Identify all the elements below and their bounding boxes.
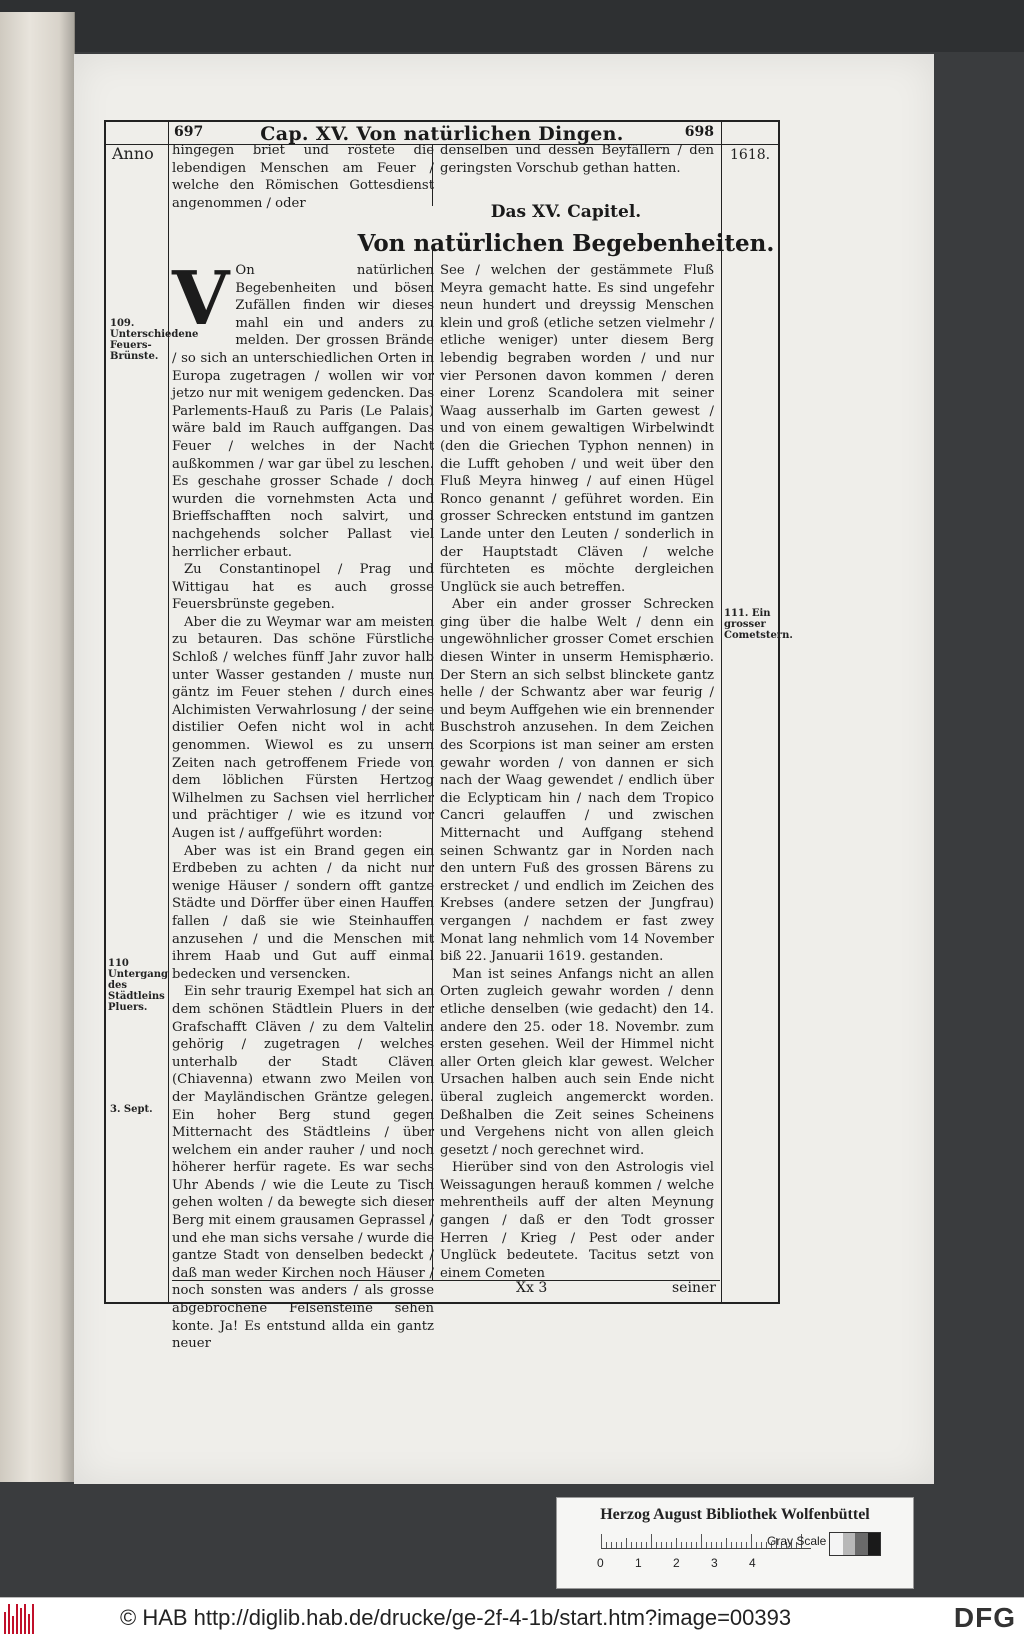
ruler-tick [706,1542,707,1548]
right-paragraph-1: See / welchen der gestämmete Fluß Meyra gemacht hatte. Es sind ungefehr neun hundert und dreyssig Menschen klein und groß (etliche setzen vielmehr / etliche weniger) unter diesem Berg lebendig begraben worden / und nur vier Personen davon kommen / deren einer Lorenz Scandolera mit seiner Waag ausserhalb im Garten gewest / und von einem gewaltigen Wirbelwindt (den die Griechen Typhon nennen) in die Lufft gehoben / und weit über den Fluß Meyra hinweg / auf einen Hügel Ronco genannt / geführet worden. Ein grosser Schrecken entstund im gantzen Lande unter den Leuten / sonderlich in der Hauptstadt Cläven / welche fürchteten es möchte dergleichen Unglück sie auch betreffen. [440,263,714,595]
ruler-tick [676,1538,677,1548]
margin-note-111: 111. Ein grosser Cometstern. [724,608,793,641]
ruler-tick [656,1542,657,1548]
library-scale-label [556,1497,914,1589]
page-number-right: 698 [684,124,714,140]
ruler-tick [666,1542,667,1548]
logo-bar [32,1604,34,1634]
ruler-tick [651,1534,652,1548]
logo-bar [4,1612,6,1634]
logo-bar [28,1614,30,1634]
margin-note-109: 109. Unterschiedene Feuers-Brünste. [110,318,199,362]
ruler-number: 3 [711,1556,718,1570]
ruler-tick [741,1542,742,1548]
gray-scale-swatches [829,1532,881,1556]
running-title: Cap. XV. Von natürlichen Dingen. [260,123,624,145]
logo-bar [24,1604,26,1634]
drop-cap-initial: V [172,256,230,342]
ruler-tick [686,1542,687,1548]
ruler-tick [646,1542,647,1548]
ruler-tick [626,1538,627,1548]
viewer-bottom-bar [0,1597,1024,1638]
ruler-tick [671,1542,672,1548]
signature-mark: Xx 3 [516,1280,548,1296]
right-paragraph-3: Man ist seines Anfangs nicht an allen Orten zugleich gewahr worden / denn etliche denselben (wie gedacht) den 14. andere den 25. oder 18. Novembr. zum ersten gesehen. Weil der Himmel nicht aller Orten gleich klar gewest. Welcher Ursachen halben auch sein Ende nicht überal zugleich angemerckt worden. Deßhalben die Zeit seines Scheinens und Vergehens nicht von allen gleich gesetzt / noch gerechnet wird. [440,966,714,1158]
ruler-number: 0 [597,1556,604,1570]
logo-bar [20,1608,22,1634]
margin-note-110-date: 3. Sept. [110,1104,153,1115]
chapter-title: Von natürlichen Begebenheiten. [357,230,775,257]
ruler-tick [636,1542,637,1548]
right-margin-rule [721,122,722,1302]
ruler-number: 1 [635,1556,642,1570]
catchword: seiner [672,1280,716,1296]
ruler-tick [716,1542,717,1548]
ruler-tick [761,1542,762,1548]
ruler-tick [681,1542,682,1548]
chapter-label: Das XV. Capitel. [490,202,642,222]
ruler-tick [616,1542,617,1548]
ruler-number: 2 [673,1556,680,1570]
left-paragraph-5: Ein sehr traurig Exempel hat sich an dem schönen Städtlein Pluers in der Grafschafft Cläven / zu dem Valtelin gehörig / zugetragen / welches unterhalb der Stadt Cläven (Chiavenna) etwann zwo Meilen von der Mayländischen Gräntze gelegen. Ein hoher Berg stund gegen Mitternacht des Städtleins / über welchem ein ander rauher / und noch höherer herfür ragete. Es war sechs Uhr Abends / wie die Leute zu Tisch gehen wolten / da bewegte sich dieser Berg mit einem grausamen Geprassel / und ehe man sichs versahe / wurde die gantze Stadt von denselben bedeckt / daß man weder Kirchen noch Häuser / noch sonsten was anders / als grosse abgebrochene Felsensteine sehen konte. Ja! Es entstund allda ein gantz neuer [172,984,434,1352]
logo-bar [8,1604,10,1634]
logo-bar [12,1616,14,1634]
gray-swatch [855,1533,868,1555]
ruler-tick [696,1542,697,1548]
ruler-tick [746,1542,747,1548]
page-number-left: 697 [174,124,204,140]
copyright-link[interactable]: © HAB http://diglib.hab.de/drucke/ge-2f-4-1b/start.htm?image=00393 [120,1605,792,1630]
ruler-tick [731,1542,732,1548]
logo-bar [16,1604,18,1634]
viewer-top-strip [0,0,1024,52]
library-name: Herzog August Bibliothek Wolfenbüttel [600,1506,870,1523]
ruler-tick [691,1542,692,1548]
top-right-text [440,142,714,177]
ruler-tick [606,1542,607,1548]
gray-swatch [868,1533,881,1555]
left-paragraph-3: Aber die zu Weymar war am meisten zu betauren. Das schöne Fürstliche Schloß / welches fünff Jahr zuvor halb unter Wasser gestanden / muste nun gäntz im Feuer stehen / durch eines Alchimisten Verwahrlosung / der seine distilier Oefen nicht wol in acht genommen. Wiewol es zu unsern Zeiten nach getroffenem Friede von dem löblichen Fürsten Hertzog Wilhelmen zu Sachsen viel herrlicher und prächtiger / wie es itzund vor Augen ist / auffgeführt worden: [172,614,434,841]
margin-note-110: 110 Untergang des Städtleins Pluers. [108,958,168,1013]
left-paragraph-1: On natürlichen Begebenheiten und bösen Zufällen finden wir dieses mahl ein und anders zu melden. Der grossen Brände / so sich an unterschiedlichen Orten in Europa zugetragen / wollen wir vor jetzo nur mit wenigem gedencken. Das Parlements-Hauß zu Paris (Le Palais) wäre bald im Rauch auffgangen. Das Feuer / welches in der Nacht außkommen / war gar übel zu leschen. Es geschahe grosser Schade / doch wurden die vornehmsten Acta und Brieffschafften noch salvirt, und nachgehends solcher Pallast viel herrlicher erbaut. [172,263,434,560]
hab-logo-icon [4,1604,44,1634]
ruler-tick [611,1542,612,1548]
top-left-paragraph: hingegen briet und röstete die lebendigen Menschen am Feuer / welche den Römischen Gottesdienst angenommen / oder [172,143,434,211]
ruler-tick [641,1542,642,1548]
ruler-number: 4 [749,1556,756,1570]
ruler-tick [756,1542,757,1548]
book-edge-pages [0,12,75,1482]
ruler-tick [736,1542,737,1548]
ruler-tick [726,1538,727,1548]
right-paragraph-2: Aber ein ander grosser Schrecken ging über die halbe Welt / denn ein ungewöhnlicher grosser Comet erschien diesen Winter in unserm Hemisphærio. Der Stern an sich selbst blinckete gantz helle / der Schwantz aber war feurig / und beym Auffgehen wie ein brennender Buschstroh anzusehen. In dem Zeichen des Scorpions ist man seiner am ersten gewahr worden / von dannen er sich nach der Waag gewendet / endlich über die Eclypticam hin / nach dem Tropico Cancri gelauffen / und zwischen Mitternacht und Auffgang stehend seinen Schwantz gar in Norden nach den untern Fuß des grossen Bärens zu erstrecket / und endlich im Zeichen des Krebses (andere setzen der Jungfrau) vergangen / nachdem er fast zwey Monat lang nehmlich vom 14 November biß 22. Januarii 1619. gestanden. [440,597,714,965]
ruler-tick [661,1542,662,1548]
gray-swatch [830,1533,843,1555]
top-right-paragraph: denselben und dessen Beyfällern / den geringsten Vorschub gethan hatten. [440,143,714,176]
dfg-logo: DFG [953,1602,1016,1633]
ruler-tick [631,1542,632,1548]
ruler-tick [601,1534,602,1548]
ruler-tick [621,1542,622,1548]
left-paragraph-2: Zu Constantinopel / Prag und Wittigau hat es auch grosse Feuersbrünste gegeben. [172,562,434,613]
left-paragraph-4: Aber was ist ein Brand gegen ein Erdbeben zu achten / da nicht nur wenige Häuser / sondern offt gantze Städte und Dörffer über einen Hauffen fallen / daß sie wie Steinhauffen anzusehen / und die Menschen mit ihrem Haab und Gut auff einmal bedecken und versencken. [172,843,434,982]
left-column [172,256,434,1352]
gray-swatch [843,1533,856,1555]
ruler-tick [711,1542,712,1548]
ruler-tick [701,1534,702,1548]
right-paragraph-4: Hierüber sind von den Astrologis viel Weissagungen herauß kommen / welche mehrentheils auff der alten Meynung gangen / daß er den Todt grosser Herren / Krieg / Pest oder ander Unglück bedeutete. Tacitus setzt von einem Cometen [440,1160,714,1281]
margin-year: 1618. [730,147,771,163]
right-column [440,262,714,1298]
gray-scale-label: Gray Scale [767,1534,827,1548]
margin-anno: Anno [112,144,154,163]
ruler-tick [721,1542,722,1548]
ruler-tick [751,1534,752,1548]
left-margin-rule [168,122,169,1302]
